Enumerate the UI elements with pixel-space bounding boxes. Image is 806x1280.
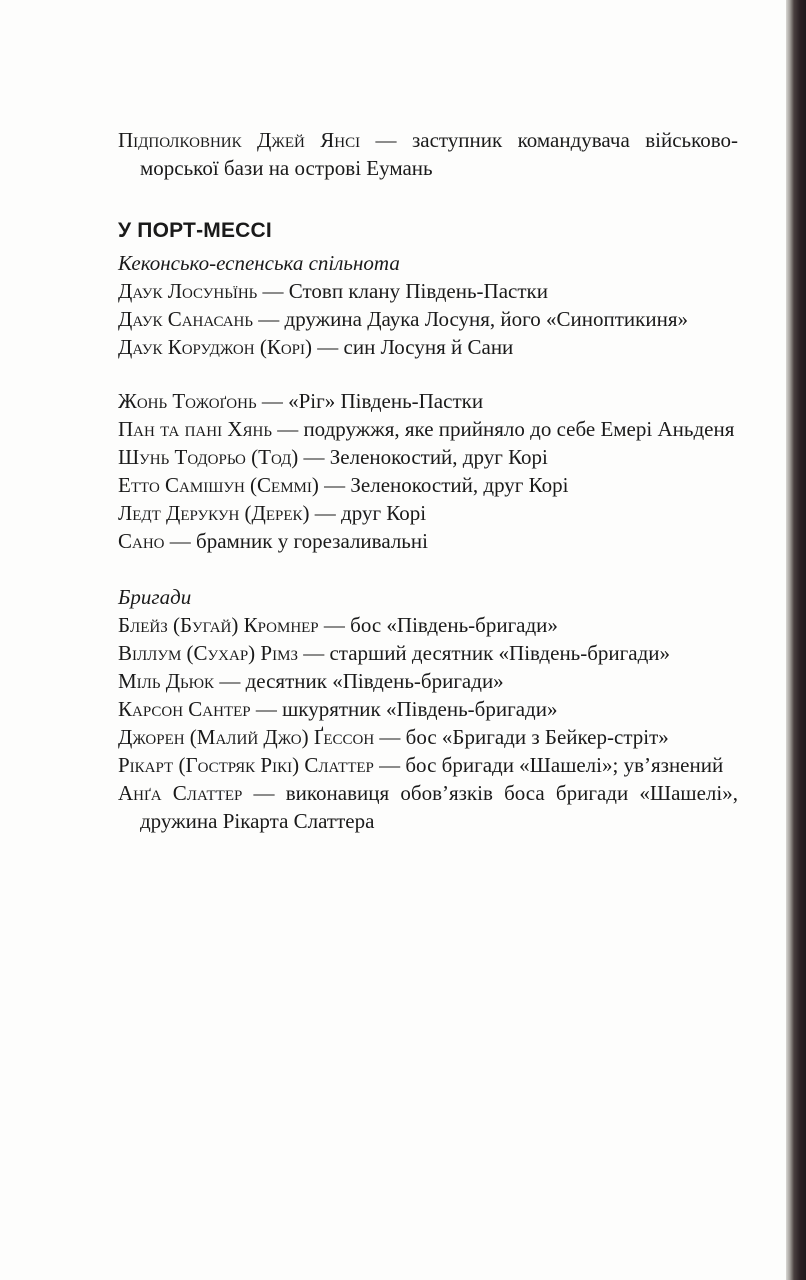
character-name: Анґа Слаттер bbox=[118, 781, 243, 805]
character-description: — Зеленокостий, друг Корі bbox=[298, 445, 548, 469]
character-name: Ледт Дерукун (Дерек) bbox=[118, 501, 310, 525]
character-description: — син Лосуня й Сани bbox=[312, 335, 514, 359]
character-name: Міль Дьюк bbox=[118, 669, 215, 693]
character-entry bbox=[118, 499, 738, 527]
subsection-title-kekonian: Кеконсько-еспенська спільнота bbox=[118, 251, 400, 275]
character-name: Сано bbox=[118, 529, 165, 553]
subsection-title-brigades: Бригади bbox=[118, 585, 192, 609]
character-description: — виконавиця обов’язків боса бригади «Шашелі», дружина Рікарта Слаттера bbox=[140, 781, 738, 833]
character-name: Даук Санасань bbox=[118, 307, 254, 331]
character-entry bbox=[118, 751, 738, 779]
character-name: Даук Коруджон (Корі) bbox=[118, 335, 313, 359]
character-name: Даук Лосуньїнь bbox=[118, 279, 258, 303]
character-entry bbox=[118, 443, 738, 471]
character-entry bbox=[118, 126, 738, 182]
character-entry bbox=[118, 277, 738, 305]
character-entry bbox=[118, 333, 738, 361]
character-name: Джорен (Малий Джо) Ґессон bbox=[118, 725, 375, 749]
character-entry bbox=[118, 305, 738, 333]
character-description: — бос бригади «Шашелі»; ув’язнений bbox=[373, 753, 724, 777]
character-list bbox=[118, 126, 738, 835]
character-description: — брамник у горезаливальні bbox=[164, 529, 428, 553]
character-description: — шкурятник «Південь-бригади» bbox=[250, 697, 558, 721]
character-description: — бос «Південь-бригади» bbox=[318, 613, 558, 637]
character-description: — «Ріг» Південь-Пастки bbox=[256, 389, 484, 413]
character-entry bbox=[118, 471, 738, 499]
character-description: — друг Корі bbox=[309, 501, 427, 525]
character-description: — Зеленокостий, друг Корі bbox=[318, 473, 569, 497]
character-entry bbox=[118, 723, 738, 751]
character-description: — десятник «Південь-бригади» bbox=[214, 669, 504, 693]
character-description: — бос «Бригади з Бейкер-стріт» bbox=[374, 725, 669, 749]
character-entry bbox=[118, 779, 738, 835]
book-spine-edge bbox=[786, 0, 806, 1280]
character-name: Блейз (Бугай) Кромнер bbox=[118, 613, 319, 637]
character-name: Жонь Тожоґонь bbox=[118, 389, 257, 413]
character-name: Карсон Сантер bbox=[118, 697, 251, 721]
character-entry bbox=[118, 611, 738, 639]
character-description: — старший десятник «Південь-бригади» bbox=[297, 641, 671, 665]
character-name: Пан та пані Хянь bbox=[118, 417, 272, 441]
character-name: Підполковник Джей Янсі bbox=[118, 128, 361, 152]
character-description: — Стовп клану Південь-Пастки bbox=[257, 279, 548, 303]
character-entry bbox=[118, 527, 738, 555]
character-entry bbox=[118, 387, 738, 415]
character-name: Віллум (Сухар) Рімз bbox=[118, 641, 298, 665]
character-description: — заступник командувача військово-морської бази на острові Еумань bbox=[140, 128, 738, 180]
section-title: У ПОРТ-МЕССІ bbox=[118, 219, 272, 242]
character-entry bbox=[118, 667, 738, 695]
character-entry bbox=[118, 415, 738, 443]
character-description: — подружжя, яке прийняло до себе Емері Аньденя bbox=[271, 417, 735, 441]
character-entry bbox=[118, 695, 738, 723]
group-spacer bbox=[118, 555, 738, 583]
character-entry bbox=[118, 639, 738, 667]
character-name: Етто Самішун (Семмі) bbox=[118, 473, 319, 497]
character-name: Рікарт (Гостряк Рікі) Слаттер bbox=[118, 753, 374, 777]
character-name: Шунь Тодорьо (Тод) bbox=[118, 445, 299, 469]
character-description: — дружина Даука Лосуня, його «Синоптикиня» bbox=[253, 307, 688, 331]
group-spacer bbox=[118, 361, 738, 387]
